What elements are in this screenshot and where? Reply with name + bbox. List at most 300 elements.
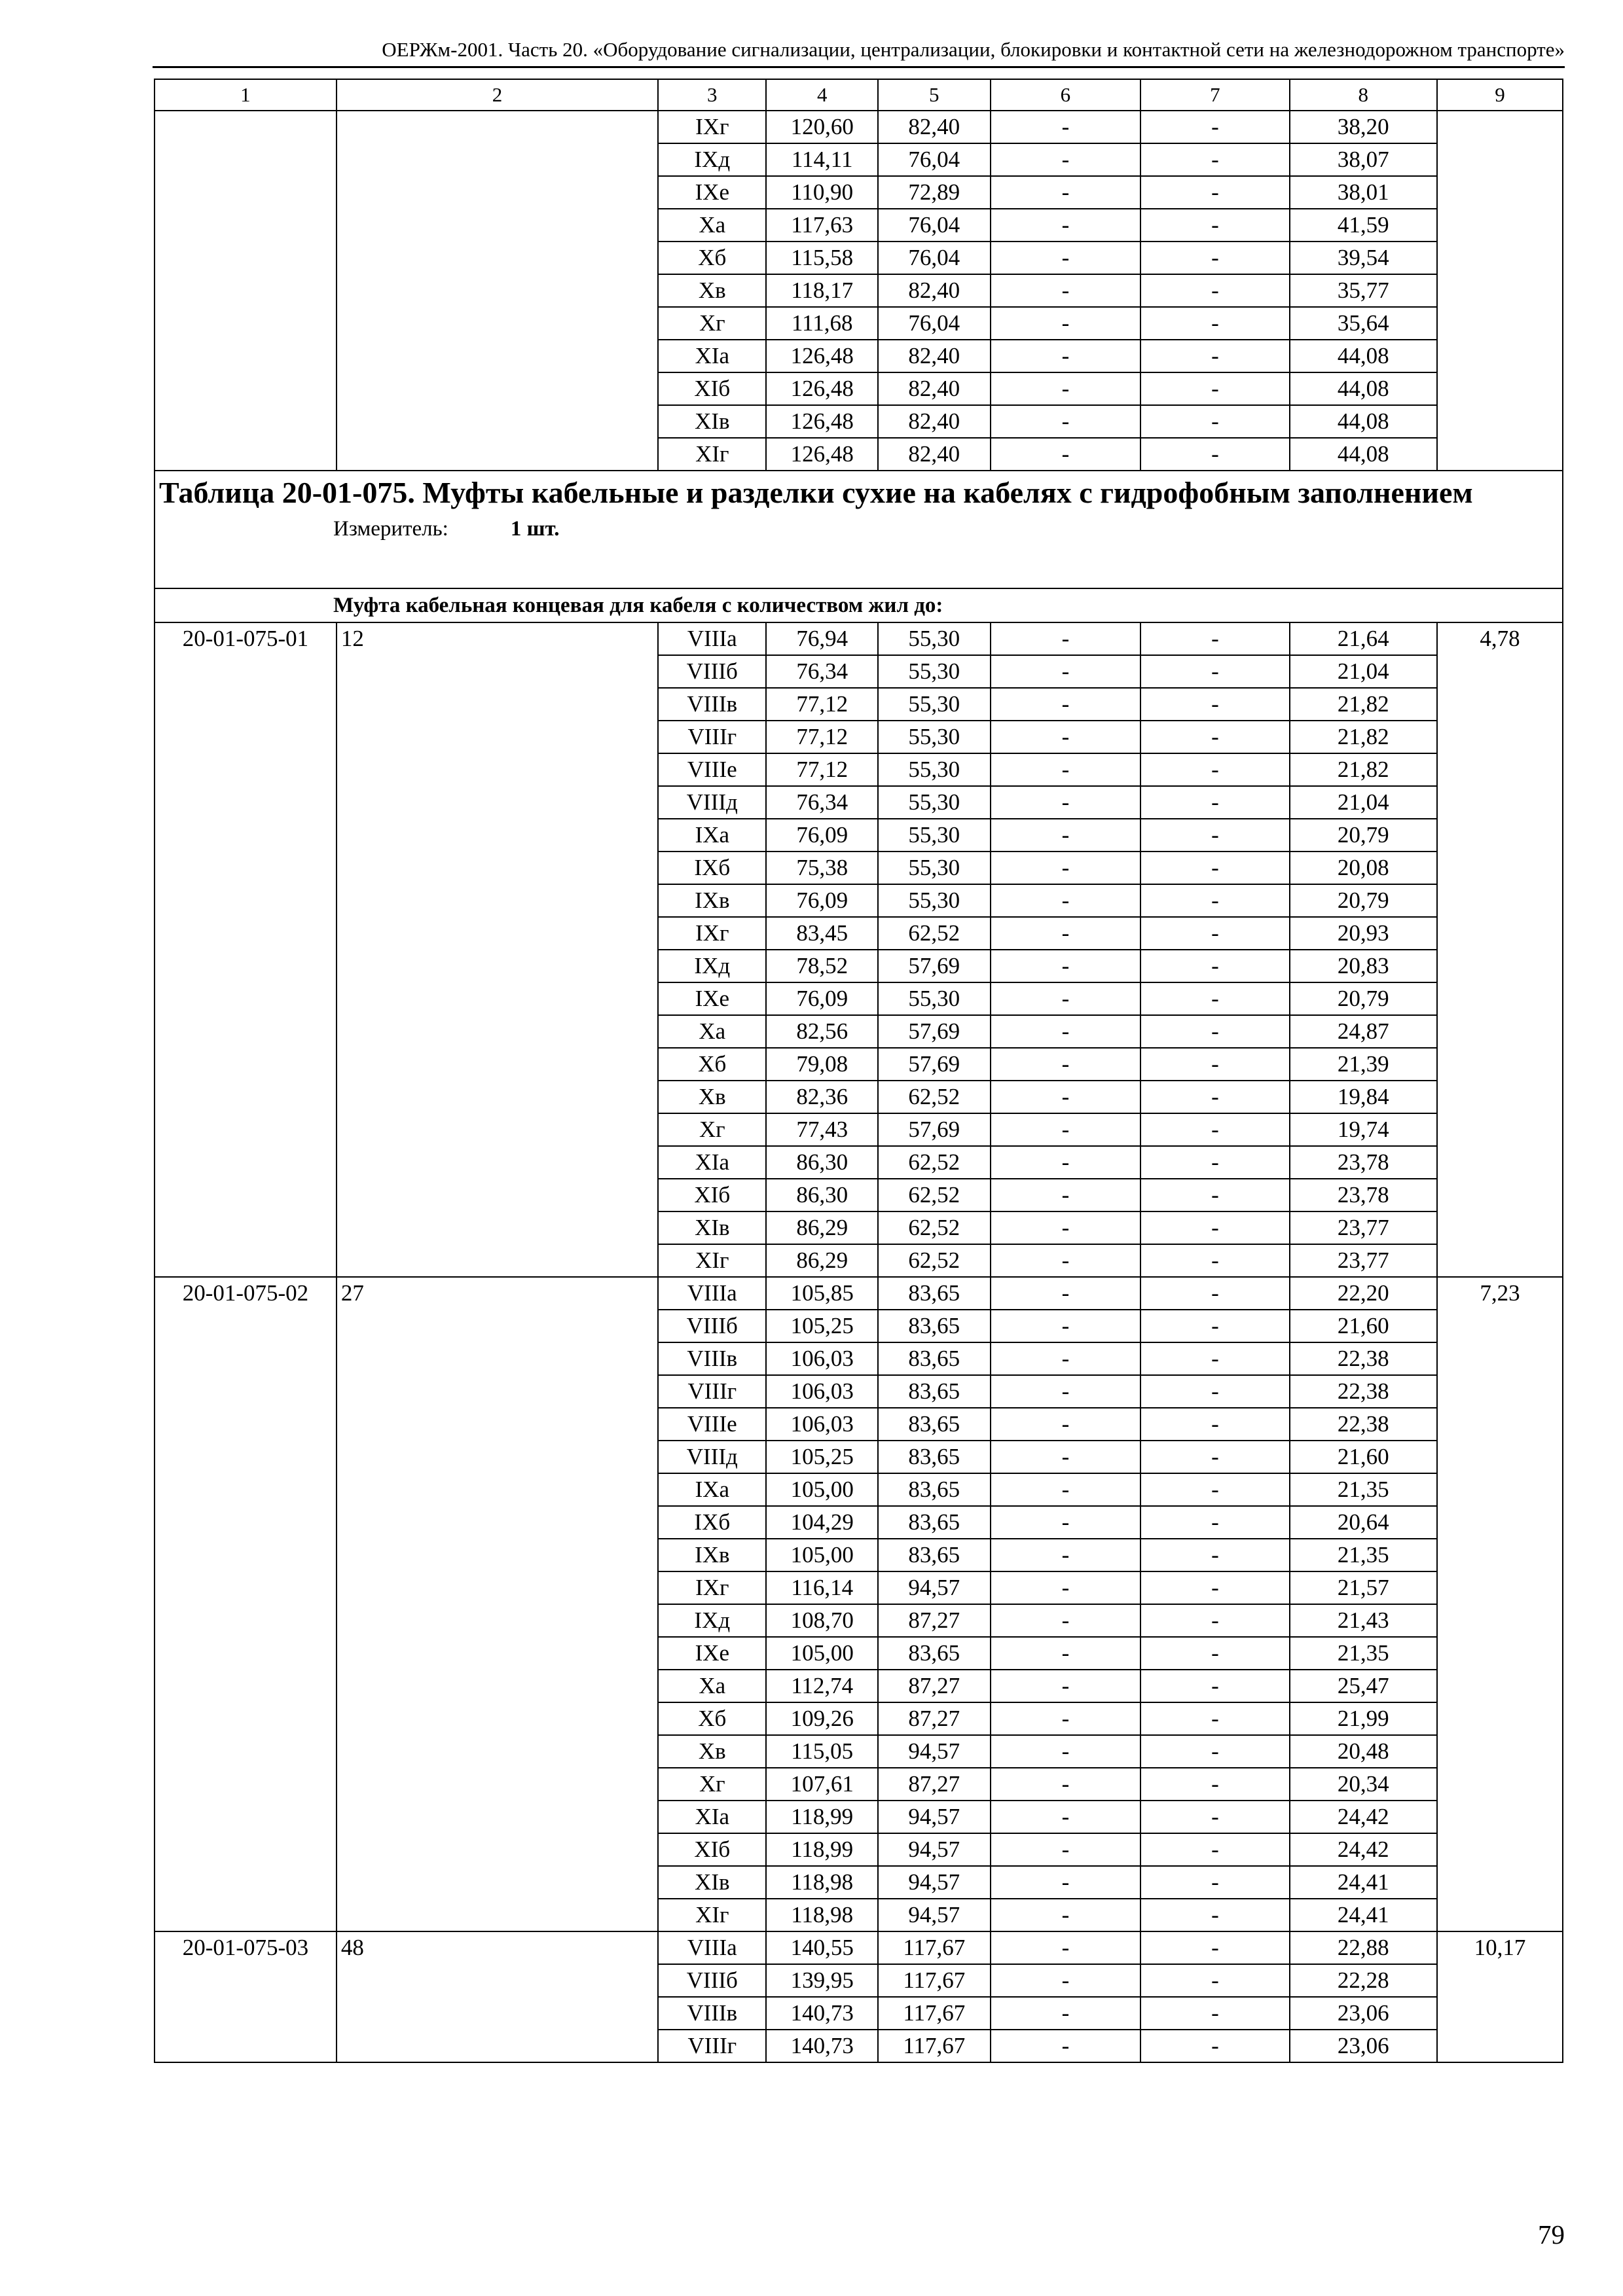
table-cell: 109,26	[766, 1702, 878, 1735]
table-cell: 82,40	[878, 405, 991, 438]
item-name: 27	[337, 1277, 658, 1931]
table-cell: -	[1140, 1801, 1289, 1833]
table-cell: -	[1140, 274, 1289, 307]
table-cell: -	[991, 1015, 1141, 1048]
running-header: ОЕРЖм-2001. Часть 20. «Оборудование сигнализации, централизации, блокировки и контактной сети на железнодорожном транспорте»	[382, 38, 1565, 61]
code-cell	[155, 111, 337, 471]
table-cell: -	[1140, 917, 1289, 950]
table-cell: 55,30	[878, 753, 991, 786]
table-row	[155, 1277, 1563, 1310]
item-code: 20-01-075-01	[155, 622, 337, 1277]
table-cell: 78,52	[766, 950, 878, 982]
table-cell: -	[991, 950, 1141, 982]
column-number: 5	[878, 79, 991, 111]
table-cell: 105,25	[766, 1310, 878, 1342]
table-cell: -	[991, 111, 1141, 143]
table-cell: -	[991, 1571, 1141, 1604]
table-cell: 55,30	[878, 852, 991, 884]
table-cell: IXг	[658, 111, 766, 143]
table-cell: 105,25	[766, 1441, 878, 1473]
table-cell: 55,30	[878, 688, 991, 721]
table-cell: -	[991, 1375, 1141, 1408]
table-cell: VIIIг	[658, 2030, 766, 2062]
table-cell: 62,52	[878, 1081, 991, 1113]
section-title-row	[155, 588, 1563, 622]
column-number-row	[155, 79, 1563, 111]
table-cell: 62,52	[878, 1179, 991, 1211]
table-cell: 140,55	[766, 1931, 878, 1964]
table-cell: 107,61	[766, 1768, 878, 1801]
table-cell: 82,40	[878, 372, 991, 405]
table-cell: -	[991, 786, 1141, 819]
table-cell: -	[1140, 1571, 1289, 1604]
table-cell: 22,20	[1290, 1277, 1437, 1310]
table-cell: -	[1140, 1211, 1289, 1244]
table-cell: 21,35	[1290, 1473, 1437, 1506]
table-cell: 20,64	[1290, 1506, 1437, 1539]
table-cell: -	[1140, 721, 1289, 753]
table-cell: -	[1140, 1637, 1289, 1670]
table-cell: Xв	[658, 274, 766, 307]
table-cell: 21,64	[1290, 622, 1437, 655]
table-cell: 111,68	[766, 307, 878, 340]
table-cell: 115,05	[766, 1735, 878, 1768]
table-cell: 39,54	[1290, 242, 1437, 274]
table-cell: XIб	[658, 372, 766, 405]
table-cell: -	[1140, 1441, 1289, 1473]
table-cell: XIг	[658, 438, 766, 471]
table-cell: -	[991, 372, 1141, 405]
table-cell: 83,65	[878, 1637, 991, 1670]
table-cell: -	[1140, 1113, 1289, 1146]
table-cell: IXд	[658, 1604, 766, 1637]
table-cell: -	[1140, 1964, 1289, 1997]
table-cell: -	[991, 1833, 1141, 1866]
table-cell: -	[991, 688, 1141, 721]
table-cell: 23,06	[1290, 1997, 1437, 2030]
table-cell: -	[991, 1473, 1141, 1506]
table-cell: IXе	[658, 982, 766, 1015]
table-cell: IXд	[658, 143, 766, 176]
table-cell: 83,65	[878, 1408, 991, 1441]
table-cell: 105,00	[766, 1637, 878, 1670]
table-cell: VIIIв	[658, 1342, 766, 1375]
table-cell: 76,04	[878, 307, 991, 340]
table-cell: XIг	[658, 1244, 766, 1277]
table-cell: 76,09	[766, 819, 878, 852]
table-cell: 21,35	[1290, 1539, 1437, 1571]
table-cell: -	[991, 1211, 1141, 1244]
table-cell: 86,29	[766, 1211, 878, 1244]
table-cell: -	[1140, 209, 1289, 242]
table-row	[155, 111, 1563, 143]
table-cell: Xа	[658, 1015, 766, 1048]
table-cell: 19,84	[1290, 1081, 1437, 1113]
table-cell: -	[1140, 1310, 1289, 1342]
table-cell: -	[991, 307, 1141, 340]
table-cell: 105,00	[766, 1539, 878, 1571]
table-cell: 94,57	[878, 1571, 991, 1604]
table-cell: -	[1140, 307, 1289, 340]
table-cell: 108,70	[766, 1604, 878, 1637]
table-cell: 110,90	[766, 176, 878, 209]
table-cell: 139,95	[766, 1964, 878, 1997]
column-number: 3	[658, 79, 766, 111]
meter-label: Измеритель:	[333, 517, 448, 541]
table-cell: 20,08	[1290, 852, 1437, 884]
table-cell: IXв	[658, 884, 766, 917]
table-cell: 23,77	[1290, 1211, 1437, 1244]
table-cell: 44,08	[1290, 340, 1437, 372]
table-body	[155, 79, 1563, 2062]
column-number: 7	[1140, 79, 1289, 111]
table-cell: VIIIа	[658, 1277, 766, 1310]
table-cell: -	[1140, 405, 1289, 438]
table-cell: IXд	[658, 950, 766, 982]
item-col9: 4,78	[1437, 622, 1563, 1277]
table-cell: -	[991, 1277, 1141, 1310]
table-cell: 82,40	[878, 111, 991, 143]
table-cell: 118,99	[766, 1833, 878, 1866]
table-cell: Xб	[658, 1702, 766, 1735]
table-cell: 86,29	[766, 1244, 878, 1277]
table-cell: -	[1140, 982, 1289, 1015]
table-cell: 87,27	[878, 1604, 991, 1637]
column-number: 8	[1290, 79, 1437, 111]
table-cell: -	[991, 1866, 1141, 1899]
table-cell: 94,57	[878, 1899, 991, 1931]
table-cell: 76,94	[766, 622, 878, 655]
table-row	[155, 622, 1563, 655]
table-cell: Xв	[658, 1081, 766, 1113]
table-cell: -	[991, 438, 1141, 471]
table-title-row	[155, 471, 1563, 588]
table-cell: -	[1140, 1408, 1289, 1441]
table-cell: XIа	[658, 340, 766, 372]
table-cell: 140,73	[766, 2030, 878, 2062]
table-cell: -	[991, 721, 1141, 753]
table-cell: Xа	[658, 209, 766, 242]
table-cell: -	[1140, 176, 1289, 209]
table-cell: 117,67	[878, 1964, 991, 1997]
table-cell: -	[1140, 1506, 1289, 1539]
table-cell: 23,78	[1290, 1146, 1437, 1179]
table-cell: IXг	[658, 917, 766, 950]
table-cell: XIг	[658, 1899, 766, 1931]
table-cell: 77,12	[766, 688, 878, 721]
table-cell: -	[991, 2030, 1141, 2062]
table-cell: -	[991, 655, 1141, 688]
item-code: 20-01-075-03	[155, 1931, 337, 2062]
table-cell: -	[991, 1670, 1141, 1702]
table-cell: 55,30	[878, 721, 991, 753]
table-cell: 76,09	[766, 982, 878, 1015]
table-cell: 105,85	[766, 1277, 878, 1310]
table-cell: 22,38	[1290, 1375, 1437, 1408]
table-cell: 140,73	[766, 1997, 878, 2030]
column-number: 2	[337, 79, 658, 111]
column-number: 4	[766, 79, 878, 111]
table-cell: 41,59	[1290, 209, 1437, 242]
table-cell: 23,78	[1290, 1179, 1437, 1211]
table-cell: -	[1140, 242, 1289, 274]
table-cell: 24,42	[1290, 1801, 1437, 1833]
table-cell: 21,60	[1290, 1310, 1437, 1342]
table-cell: -	[1140, 884, 1289, 917]
table-cell: 115,58	[766, 242, 878, 274]
table-row	[155, 1931, 1563, 1964]
table-cell: 82,56	[766, 1015, 878, 1048]
table-cell: XIв	[658, 1866, 766, 1899]
table-cell: VIIIг	[658, 1375, 766, 1408]
table-cell: 21,82	[1290, 721, 1437, 753]
meter-line	[333, 516, 1558, 542]
table-cell: -	[1140, 1473, 1289, 1506]
table-cell: -	[1140, 1081, 1289, 1113]
table-cell: IXе	[658, 176, 766, 209]
table-cell: 25,47	[1290, 1670, 1437, 1702]
table-cell: 126,48	[766, 405, 878, 438]
table-cell: -	[1140, 143, 1289, 176]
table-cell: -	[1140, 1179, 1289, 1211]
table-cell: 94,57	[878, 1866, 991, 1899]
section-title: Муфта кабельная концевая для кабеля с количеством жил до:	[155, 588, 1563, 622]
table-cell: 76,34	[766, 655, 878, 688]
col9-cell	[1437, 111, 1563, 471]
table-cell: 76,04	[878, 143, 991, 176]
table-cell: 106,03	[766, 1408, 878, 1441]
table-cell: -	[991, 1801, 1141, 1833]
table-cell: 19,74	[1290, 1113, 1437, 1146]
table-cell: 83,65	[878, 1277, 991, 1310]
table-cell: 20,93	[1290, 917, 1437, 950]
table-cell: XIа	[658, 1801, 766, 1833]
table-cell: -	[991, 917, 1141, 950]
table-cell: 118,98	[766, 1899, 878, 1931]
table-cell: -	[1140, 438, 1289, 471]
table-cell: 83,65	[878, 1375, 991, 1408]
table-cell: 106,03	[766, 1342, 878, 1375]
table-cell: 44,08	[1290, 405, 1437, 438]
table-cell: -	[1140, 111, 1289, 143]
table-cell: 21,39	[1290, 1048, 1437, 1081]
table-cell: 83,65	[878, 1506, 991, 1539]
column-number: 1	[155, 79, 337, 111]
table-cell: -	[991, 1964, 1141, 1997]
table-cell: 94,57	[878, 1833, 991, 1866]
table-cell: 82,40	[878, 340, 991, 372]
table-cell: -	[1140, 786, 1289, 819]
table-cell: 106,03	[766, 1375, 878, 1408]
table-cell: 55,30	[878, 884, 991, 917]
table-cell: IXа	[658, 819, 766, 852]
table-cell: 20,34	[1290, 1768, 1437, 1801]
table-cell: -	[1140, 688, 1289, 721]
table-cell: 117,67	[878, 1931, 991, 1964]
table-cell: -	[991, 1342, 1141, 1375]
table-cell: VIIIа	[658, 622, 766, 655]
table-cell: 55,30	[878, 819, 991, 852]
table-cell: 57,69	[878, 1015, 991, 1048]
table-cell: 112,74	[766, 1670, 878, 1702]
table-cell: VIIIд	[658, 786, 766, 819]
table-cell: -	[991, 1539, 1141, 1571]
table-cell: 24,87	[1290, 1015, 1437, 1048]
column-number: 9	[1437, 79, 1563, 111]
table-cell: XIа	[658, 1146, 766, 1179]
table-cell: -	[991, 1637, 1141, 1670]
table-cell: 44,08	[1290, 372, 1437, 405]
table-cell: 20,83	[1290, 950, 1437, 982]
table-cell: 86,30	[766, 1179, 878, 1211]
table-cell: 22,38	[1290, 1342, 1437, 1375]
rates-table	[154, 79, 1563, 2063]
table-cell: 44,08	[1290, 438, 1437, 471]
table-cell: VIIIа	[658, 1931, 766, 1964]
table-cell: 22,28	[1290, 1964, 1437, 1997]
table-cell: -	[991, 884, 1141, 917]
table-cell: 21,82	[1290, 753, 1437, 786]
table-cell: 55,30	[878, 655, 991, 688]
table-cell: 20,79	[1290, 819, 1437, 852]
table-cell: 87,27	[878, 1702, 991, 1735]
table-cell: VIIIе	[658, 1408, 766, 1441]
table-cell: Xг	[658, 1113, 766, 1146]
table-cell: -	[991, 1604, 1141, 1637]
table-cell: 126,48	[766, 372, 878, 405]
table-cell: Xв	[658, 1735, 766, 1768]
table-cell: -	[991, 1146, 1141, 1179]
table-cell: -	[991, 340, 1141, 372]
table-cell: 87,27	[878, 1670, 991, 1702]
page-number: 79	[1538, 2219, 1565, 2250]
table-cell: 57,69	[878, 950, 991, 982]
table-cell: -	[991, 1899, 1141, 1931]
table-cell: 23,06	[1290, 2030, 1437, 2062]
table-cell: -	[991, 1081, 1141, 1113]
table-cell: 57,69	[878, 1048, 991, 1081]
table-cell: 114,11	[766, 143, 878, 176]
meter-unit: 1 шт.	[510, 517, 560, 541]
table-cell: Xб	[658, 1048, 766, 1081]
table-cell: 82,40	[878, 274, 991, 307]
table-cell: 21,04	[1290, 786, 1437, 819]
table-cell: -	[1140, 1277, 1289, 1310]
table-cell: 82,40	[878, 438, 991, 471]
table-title: Таблица 20-01-075. Муфты кабельные и разделки сухие на кабелях с гидрофобным заполнением	[159, 476, 1473, 509]
name-cell	[337, 111, 658, 471]
table-cell: 55,30	[878, 622, 991, 655]
table-cell: 118,17	[766, 274, 878, 307]
table-cell: Xг	[658, 307, 766, 340]
table-cell: -	[1140, 1048, 1289, 1081]
table-cell: 38,01	[1290, 176, 1437, 209]
table-cell: -	[991, 1408, 1141, 1441]
table-cell: Xа	[658, 1670, 766, 1702]
table-cell: XIв	[658, 1211, 766, 1244]
table-cell: VIIIг	[658, 721, 766, 753]
table-cell: 55,30	[878, 982, 991, 1015]
table-cell: 118,98	[766, 1866, 878, 1899]
table-cell: 87,27	[878, 1768, 991, 1801]
table-cell: VIIIб	[658, 655, 766, 688]
table-cell: 20,48	[1290, 1735, 1437, 1768]
table-cell: 38,20	[1290, 111, 1437, 143]
table-cell: 77,43	[766, 1113, 878, 1146]
table-cell: -	[1140, 2030, 1289, 2062]
table-cell: -	[991, 1113, 1141, 1146]
table-cell: IXв	[658, 1539, 766, 1571]
table-cell: -	[1140, 1015, 1289, 1048]
table-cell: 76,04	[878, 242, 991, 274]
table-cell: -	[991, 176, 1141, 209]
table-cell: XIв	[658, 405, 766, 438]
table-cell: -	[991, 1179, 1141, 1211]
table-cell: VIIIе	[658, 753, 766, 786]
table-cell: 72,89	[878, 176, 991, 209]
table-cell: -	[991, 1997, 1141, 2030]
table-cell: 24,41	[1290, 1866, 1437, 1899]
column-number: 6	[991, 79, 1141, 111]
table-cell: 24,42	[1290, 1833, 1437, 1866]
table-cell: -	[1140, 1375, 1289, 1408]
table-cell: -	[1140, 1146, 1289, 1179]
table-cell: -	[1140, 1735, 1289, 1768]
table-cell: 105,00	[766, 1473, 878, 1506]
table-cell: Xг	[658, 1768, 766, 1801]
table-cell: 82,36	[766, 1081, 878, 1113]
table-cell: -	[991, 753, 1141, 786]
table-cell: VIIIб	[658, 1310, 766, 1342]
table-cell: 120,60	[766, 111, 878, 143]
table-cell: IXб	[658, 852, 766, 884]
table-cell: -	[1140, 1768, 1289, 1801]
table-cell: 83,45	[766, 917, 878, 950]
table-cell: XIб	[658, 1179, 766, 1211]
table-cell: 22,38	[1290, 1408, 1437, 1441]
table-cell: 21,60	[1290, 1441, 1437, 1473]
table-cell: IXг	[658, 1571, 766, 1604]
item-col9: 7,23	[1437, 1277, 1563, 1931]
table-cell: Xб	[658, 242, 766, 274]
table-cell: 62,52	[878, 917, 991, 950]
table-cell: 126,48	[766, 340, 878, 372]
table-cell: -	[991, 1310, 1141, 1342]
table-cell: -	[1140, 622, 1289, 655]
item-name: 12	[337, 622, 658, 1277]
table-cell: -	[1140, 340, 1289, 372]
table-cell: 62,52	[878, 1244, 991, 1277]
table-cell: 21,57	[1290, 1571, 1437, 1604]
table-cell: 94,57	[878, 1735, 991, 1768]
table-cell: IXб	[658, 1506, 766, 1539]
table-cell: 83,65	[878, 1342, 991, 1375]
table-cell: 62,52	[878, 1146, 991, 1179]
table-cell: 117,67	[878, 1997, 991, 2030]
table-cell: 117,67	[878, 2030, 991, 2062]
table-cell: -	[1140, 950, 1289, 982]
table-cell: 117,63	[766, 209, 878, 242]
table-cell: -	[991, 1768, 1141, 1801]
table-cell: 75,38	[766, 852, 878, 884]
table-cell: -	[991, 1735, 1141, 1768]
table-cell: 35,77	[1290, 274, 1437, 307]
table-cell: -	[991, 405, 1141, 438]
table-cell: 57,69	[878, 1113, 991, 1146]
table-cell: 21,35	[1290, 1637, 1437, 1670]
table-cell: 83,65	[878, 1473, 991, 1506]
table-cell: -	[1140, 1833, 1289, 1866]
